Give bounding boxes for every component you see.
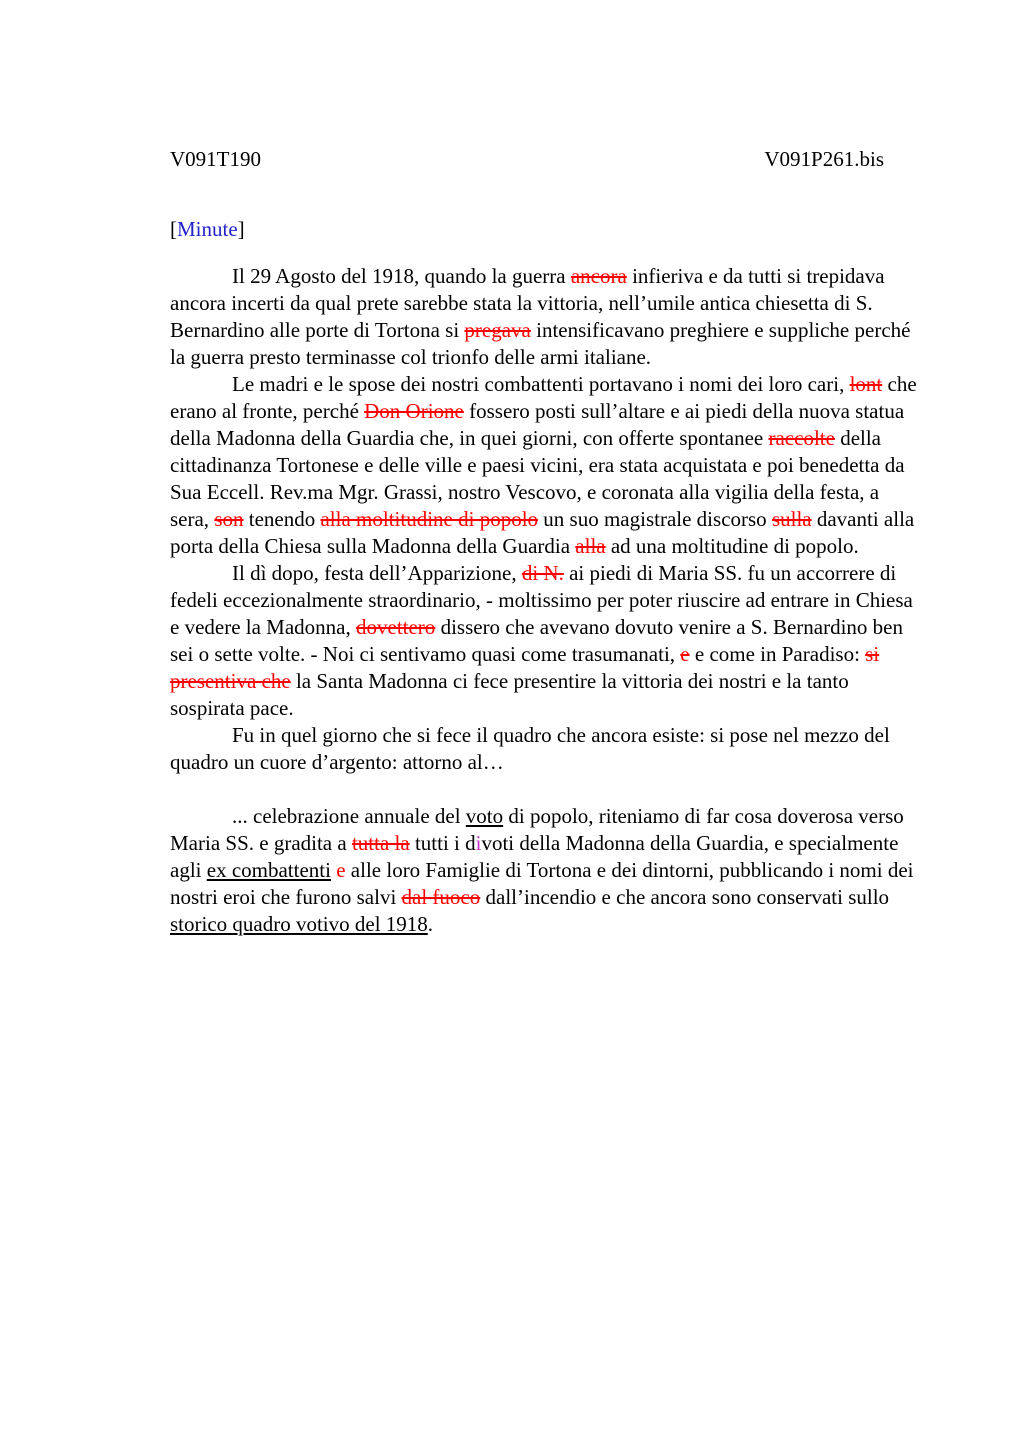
deleted-text: e — [680, 642, 690, 666]
text-run: ai piedi di Maria SS. fu un accorrere di fedeli eccezionalmente straordinario, - moltissimo per poter riuscire ad entrare in Chiesa e vedere la Madonna, — [170, 561, 913, 639]
paragraph — [170, 560, 922, 722]
deleted-text: ancora — [570, 264, 627, 288]
text-run: che erano al fronte, perché — [170, 372, 917, 423]
deleted-text: di N. — [521, 561, 564, 585]
text-run: ... celebrazione annuale del — [232, 804, 466, 828]
deleted-text: alla — [575, 534, 606, 558]
text-run: di popolo, riteniamo di far cosa doverosa verso Maria SS. e gradita a — [170, 804, 904, 855]
text-run: Il 29 Agosto del 1918, quando la guerra — [232, 264, 571, 288]
text-run: Il dì dopo, festa dell’Apparizione, — [232, 561, 522, 585]
document-content — [170, 146, 922, 938]
deleted-text: tutta la — [351, 831, 410, 855]
minute-tag — [170, 216, 922, 243]
text-run: tutti i d — [409, 831, 476, 855]
underlined-text: voto — [465, 804, 504, 828]
text-run: Le madri e le spose dei nostri combattenti portavano i nomi dei loro cari, — [232, 372, 850, 396]
deleted-text: si presentiva che — [170, 642, 880, 693]
text-run: fossero posti sull’altare e ai piedi della nuova statua della Madonna della Guardia che, in quei giorni, con offerte spontanee — [170, 399, 905, 450]
minute-bracket-close: ] — [237, 217, 245, 241]
text-run: voti della Madonna della Guardia, e specialmente agli — [170, 831, 899, 882]
document-body — [170, 263, 922, 938]
paragraph — [170, 722, 922, 776]
text-run: la Santa Madonna ci fece presentire la vittoria dei nostri e la tanto sospirata pace. — [170, 669, 849, 720]
minute-label: Minute — [177, 217, 238, 241]
text-run: della cittadinanza Tortonese e delle ville e paesi vicini, era stata acquistata e poi benedetta da Sua Eccell. Rev.ma Mgr. Grassi, nostro Vescovo, e coronata alla vigilia della festa, a sera, — [170, 426, 905, 531]
text-run: tenendo — [243, 507, 321, 531]
text-run: infieriva e da tutti si trepidava ancora incerti da qual prete sarebbe stata la vittoria, nell’umile antica chiesetta di S. Bernardino alle porte di Tortona si — [170, 264, 885, 342]
deleted-text: raccolte — [768, 426, 835, 450]
text-run: . — [427, 912, 434, 936]
text-run: davanti alla porta della Chiesa sulla Madonna della Guardia — [170, 507, 915, 558]
text-run: intensificavano preghiere e suppliche perché la guerra presto terminasse col trionfo delle armi italiane. — [170, 318, 911, 369]
paragraph — [170, 263, 922, 371]
underlined-text: ex combattenti — [206, 858, 331, 882]
text-run: e come in Paradiso: — [689, 642, 866, 666]
paragraph — [170, 371, 922, 560]
underlined-text: storico — [170, 912, 233, 936]
minute-bracket-open: [ — [170, 217, 177, 241]
text-run: Fu in quel giorno che si fece il quadro che ancora esiste: si pose nel mezzo del quadro un cuore d’argento: attorno al… — [170, 723, 890, 774]
text-run: un suo magistrale discorso — [538, 507, 772, 531]
deleted-text: pregava — [464, 318, 531, 342]
doc-code-left: V091T190 — [170, 147, 261, 171]
text-run: dall’incendio e che ancora sono conservati sullo — [480, 885, 890, 909]
doc-code-right: V091P261.bis — [764, 147, 884, 171]
document-header — [170, 146, 922, 173]
deleted-text: sulla — [771, 507, 812, 531]
text-run: alle loro Famiglie di Tortona e dei dintorni, pubblicando i nomi dei nostri eroi che furono salvi — [170, 858, 914, 909]
inserted-letter: i — [475, 831, 482, 855]
deleted-text: alla moltitudine di popolo — [320, 507, 539, 531]
deleted-text: lont — [849, 372, 883, 396]
inserted-text: e — [336, 858, 346, 882]
underlined-text: quadro votivo del 1918 — [232, 912, 428, 936]
text-run: ad una moltitudine di popolo. — [605, 534, 859, 558]
paragraph — [170, 803, 922, 938]
deleted-text: dal fuoco — [401, 885, 481, 909]
deleted-text: Don Orione — [364, 399, 464, 423]
text-run: dissero che avevano dovuto venire a S. Bernardino ben sei o sette volte. - Noi ci sentivamo quasi come trasumanati, — [170, 615, 904, 666]
deleted-text: dovettero — [356, 615, 436, 639]
deleted-text: son — [214, 507, 244, 531]
